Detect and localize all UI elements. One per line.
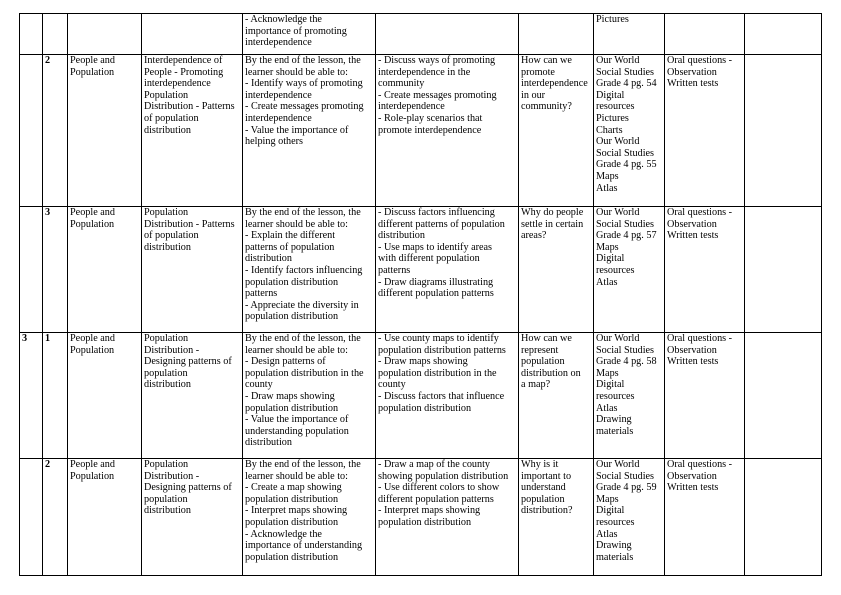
cell-text-line: learner should be able to: <box>245 344 348 356</box>
cell-text-line: population distribution <box>245 276 339 288</box>
cell-text-line: - Draw maps showing <box>378 356 468 368</box>
cell-text-line: Observation <box>667 66 717 78</box>
cell-text-line: importance of understanding <box>245 540 363 552</box>
learning-outcomes-cell <box>243 207 376 333</box>
cell-text-line: - Use different colors to show <box>378 482 500 494</box>
reflection-cell <box>745 14 822 55</box>
cell-text-line: Drawing <box>596 540 632 552</box>
cell-text-line: population distribution in the <box>245 367 364 379</box>
cell-text-line: population <box>144 367 188 379</box>
cell-text-line: Written tests <box>667 78 719 90</box>
cell-text-line: Charts <box>596 124 623 136</box>
cell-text-line: different patterns of population <box>378 218 505 230</box>
strand-cell <box>68 55 142 207</box>
cell-text-line: Interdependence of <box>144 55 223 66</box>
cell-text-line: Oral questions - <box>667 333 733 344</box>
cell-text-line: county <box>378 379 406 391</box>
cell-text-line: important to <box>521 470 572 482</box>
cell-text-line: Written tests <box>667 230 719 242</box>
learning-experiences-cell <box>376 55 519 207</box>
cell-text-line: People and <box>70 333 115 344</box>
cell-text-line: - Role-play scenarios that <box>378 112 483 124</box>
lesson-cell <box>43 14 68 55</box>
cell-text-line: learner should be able to: <box>245 218 348 230</box>
cell-text-line: - Interpret maps showing <box>245 505 348 517</box>
strand-cell <box>68 333 142 459</box>
cell-text-line: How can we <box>521 55 572 66</box>
cell-text-line: community <box>378 78 425 90</box>
cell-text-line: Designing patterns of <box>144 482 232 494</box>
cell-text-line: - Discuss factors influencing <box>378 207 495 218</box>
cell-text-line: a map? <box>521 379 551 391</box>
assessment-cell <box>665 14 745 55</box>
cell-text-line: Distribution - <box>144 470 200 482</box>
learning-resources-cell <box>594 55 665 207</box>
key-inquiry-question-cell <box>519 333 594 459</box>
cell-text-line: Grade 4 pg. 58 <box>596 356 657 368</box>
assessment-cell <box>665 207 745 333</box>
cell-text-line: community? <box>521 101 572 113</box>
cell-text-line: resources <box>596 516 635 528</box>
cell-text-line: Digital <box>596 505 625 517</box>
cell-text-line: Maps <box>596 493 619 505</box>
cell-text-line: Social Studies <box>596 147 655 159</box>
cell-text-line: - Acknowledge the <box>245 14 322 25</box>
learning-outcomes-cell <box>243 55 376 207</box>
cell-text-line: - Discuss factors that influence <box>378 390 505 402</box>
scheme-of-work-table <box>19 13 822 576</box>
cell-text-line: - Draw a map of the county <box>378 459 491 470</box>
key-inquiry-question-cell <box>519 459 594 576</box>
cell-text-line: - Explain the different <box>245 230 336 242</box>
cell-text-line: of population <box>144 230 199 242</box>
cell-text-line: How can we <box>521 333 572 344</box>
cell-text-line: areas? <box>521 230 547 242</box>
assessment-cell <box>665 55 745 207</box>
table-row <box>20 459 822 576</box>
lesson-cell: 2 <box>43 55 68 207</box>
cell-text-line: People and <box>70 459 115 470</box>
cell-text-line: patterns of population <box>245 241 335 253</box>
cell-text-line: distribution <box>144 505 191 517</box>
cell-text-line: Social Studies <box>596 66 655 78</box>
week-cell: 3 <box>20 333 43 459</box>
cell-text-line: Atlas <box>596 528 618 540</box>
cell-text-line: Maps <box>596 241 619 253</box>
cell-text-line: different population patterns <box>378 493 494 505</box>
cell-text-line: - Draw maps showing <box>245 390 335 402</box>
sub-strand-cell <box>142 55 243 207</box>
cell-text-line: Why is it <box>521 459 559 470</box>
cell-text-line: Population <box>144 207 189 218</box>
cell-text-line: population distribution patterns <box>378 344 506 356</box>
strand-cell <box>68 459 142 576</box>
cell-text-line: Designing patterns of <box>144 356 232 368</box>
cell-text-line: population distribution <box>245 493 339 505</box>
reflection-cell <box>745 207 822 333</box>
cell-text-line: - Value the importance of <box>245 124 349 136</box>
cell-text-line: Our World <box>596 207 640 218</box>
learning-outcomes-cell <box>243 333 376 459</box>
cell-text-line: showing population distribution <box>378 470 509 482</box>
cell-text-line: resources <box>596 390 635 402</box>
reflection-cell <box>745 55 822 207</box>
cell-text-line: Grade 4 pg. 54 <box>596 78 657 90</box>
cell-text-line: Distribution - Patterns <box>144 101 235 113</box>
cell-text-line: Atlas <box>596 182 618 194</box>
cell-text-line: Distribution - Patterns <box>144 218 235 230</box>
reflection-cell <box>745 333 822 459</box>
cell-text-line: Digital <box>596 253 625 265</box>
table-row <box>20 333 822 459</box>
cell-text-line: - Create a map showing <box>245 482 342 494</box>
cell-text-line: Population <box>144 333 189 344</box>
cell-text-line: Social Studies <box>596 470 655 482</box>
cell-text-line: Maps <box>596 367 619 379</box>
cell-text-line: different population patterns <box>378 288 494 300</box>
cell-text-line: - Appreciate the diversity in <box>245 299 359 311</box>
cell-text-line: Population <box>70 470 115 482</box>
strand-cell <box>68 207 142 333</box>
cell-text-line: - Draw diagrams illustrating <box>378 276 494 288</box>
reflection-cell <box>745 459 822 576</box>
cell-text-line: Social Studies <box>596 344 655 356</box>
cell-text-line: patterns <box>245 288 278 300</box>
cell-text-line: interdependence <box>245 89 312 101</box>
cell-text-line: Our World <box>596 459 640 470</box>
cell-text-line: Digital <box>596 379 625 391</box>
cell-text-line: population distribution <box>245 551 339 563</box>
cell-text-line: Observation <box>667 344 717 356</box>
cell-text-line: interdependence in the <box>378 66 471 78</box>
lesson-cell: 1 <box>43 333 68 459</box>
cell-text-line: Population <box>70 66 115 78</box>
cell-text-line: learner should be able to: <box>245 66 348 78</box>
cell-text-line: distribution <box>144 124 191 136</box>
cell-text-line: resources <box>596 101 635 113</box>
cell-text-line: Pictures <box>596 14 629 25</box>
cell-text-line: interdependence <box>378 101 445 113</box>
cell-text-line: Oral questions - <box>667 207 733 218</box>
week-cell <box>20 207 43 333</box>
cell-text-line: Why do people <box>521 207 584 218</box>
cell-text-line: population distribution <box>245 311 339 323</box>
cell-text-line: Population <box>70 218 115 230</box>
cell-text-line: By the end of the lesson, the <box>245 207 361 218</box>
cell-text-line: - Interpret maps showing <box>378 505 481 517</box>
cell-text-line: settle in certain <box>521 218 584 230</box>
cell-text-line: Population <box>144 89 189 101</box>
cell-text-line: - Acknowledge the <box>245 528 322 540</box>
learning-resources-cell <box>594 333 665 459</box>
cell-text-line: By the end of the lesson, the <box>245 459 361 470</box>
cell-text-line: Grade 4 pg. 57 <box>596 230 657 242</box>
cell-text-line: Written tests <box>667 482 719 494</box>
cell-text-line: in our <box>521 89 546 101</box>
cell-text-line: People and <box>70 207 115 218</box>
cell-text-line: People - Promoting <box>144 66 224 78</box>
cell-text-line: interdependence <box>144 78 211 90</box>
assessment-cell <box>665 459 745 576</box>
cell-text-line: - Use county maps to identify <box>378 333 499 344</box>
cell-text-line: Digital <box>596 89 625 101</box>
cell-text-line: Social Studies <box>596 218 655 230</box>
cell-text-line: Distribution - <box>144 344 200 356</box>
cell-text-line: materials <box>596 551 634 563</box>
cell-text-line: - Use maps to identify areas <box>378 241 493 253</box>
cell-text-line: Atlas <box>596 402 618 414</box>
cell-text-line: distribution? <box>521 505 573 517</box>
cell-text-line: Grade 4 pg. 55 <box>596 159 657 171</box>
cell-text-line: distribution <box>144 379 191 391</box>
cell-text-line: Our World <box>596 136 640 148</box>
table-row <box>20 207 822 333</box>
cell-text-line: interdependence <box>245 37 312 49</box>
learning-experiences-cell <box>376 207 519 333</box>
cell-text-line: - Create messages promoting <box>378 89 497 101</box>
sub-strand-cell <box>142 14 243 55</box>
cell-text-line: By the end of the lesson, the <box>245 55 361 66</box>
cell-text-line: understand <box>521 482 566 494</box>
cell-text-line: Observation <box>667 218 717 230</box>
cell-text-line: distribution <box>245 253 292 265</box>
cell-text-line: Pictures <box>596 112 629 124</box>
cell-text-line: Written tests <box>667 356 719 368</box>
table-body <box>20 14 822 576</box>
cell-text-line: county <box>245 379 273 391</box>
cell-text-line: Maps <box>596 170 619 182</box>
table-row <box>20 55 822 207</box>
cell-text-line: Population <box>70 344 115 356</box>
sub-strand-cell <box>142 459 243 576</box>
cell-text-line: Oral questions - <box>667 55 733 66</box>
cell-text-line: - Identify factors influencing <box>245 264 363 276</box>
cell-text-line: By the end of the lesson, the <box>245 333 361 344</box>
cell-text-line: materials <box>596 425 634 437</box>
table-row <box>20 14 822 55</box>
cell-text-line: population distribution <box>378 402 472 414</box>
cell-text-line: of population <box>144 112 199 124</box>
cell-text-line: population distribution <box>245 402 339 414</box>
cell-text-line: Grade 4 pg. 59 <box>596 482 657 494</box>
cell-text-line: interdependence <box>245 112 312 124</box>
assessment-cell <box>665 333 745 459</box>
cell-text-line: Population <box>144 459 189 470</box>
cell-text-line: - Discuss ways of promoting <box>378 55 496 66</box>
cell-text-line: resources <box>596 264 635 276</box>
cell-text-line: population <box>144 493 188 505</box>
learning-resources-cell <box>594 207 665 333</box>
sub-strand-cell <box>142 333 243 459</box>
cell-text-line: represent <box>521 344 559 356</box>
cell-text-line: population distribution <box>378 516 472 528</box>
cell-text-line: population <box>521 493 565 505</box>
cell-text-line: distribution <box>245 437 292 449</box>
cell-text-line: helping others <box>245 136 304 148</box>
cell-text-line: population distribution in the <box>378 367 497 379</box>
learning-resources-cell <box>594 459 665 576</box>
cell-text-line: distribution <box>144 241 191 253</box>
strand-cell <box>68 14 142 55</box>
cell-text-line: Observation <box>667 470 717 482</box>
learning-experiences-cell <box>376 14 519 55</box>
learning-experiences-cell <box>376 333 519 459</box>
learning-outcomes-cell <box>243 459 376 576</box>
cell-text-line: patterns <box>378 264 411 276</box>
learning-outcomes-cell <box>243 14 376 55</box>
sub-strand-cell <box>142 207 243 333</box>
cell-text-line: - Value the importance of <box>245 414 349 426</box>
cell-text-line: Drawing <box>596 414 632 426</box>
cell-text-line: with different population <box>378 253 480 265</box>
cell-text-line: Atlas <box>596 276 618 288</box>
cell-text-line: promote <box>521 66 555 78</box>
cell-text-line: interdependence <box>521 78 588 90</box>
cell-text-line: distribution <box>378 230 425 242</box>
cell-text-line: distribution on <box>521 367 581 379</box>
key-inquiry-question-cell <box>519 55 594 207</box>
week-cell <box>20 55 43 207</box>
key-inquiry-question-cell <box>519 207 594 333</box>
lesson-cell: 2 <box>43 459 68 576</box>
cell-text-line: - Identify ways of promoting <box>245 78 363 90</box>
cell-text-line: People and <box>70 55 115 66</box>
cell-text-line: promote interdependence <box>378 124 482 136</box>
week-cell <box>20 459 43 576</box>
cell-text-line: - Design patterns of <box>245 356 326 368</box>
cell-text-line: population distribution <box>245 516 339 528</box>
cell-text-line: importance of promoting <box>245 25 347 37</box>
cell-text-line: Our World <box>596 55 640 66</box>
learning-resources-cell <box>594 14 665 55</box>
cell-text-line: learner should be able to: <box>245 470 348 482</box>
key-inquiry-question-cell <box>519 14 594 55</box>
week-cell <box>20 14 43 55</box>
cell-text-line: population <box>521 356 565 368</box>
learning-experiences-cell <box>376 459 519 576</box>
lesson-cell: 3 <box>43 207 68 333</box>
cell-text-line: - Create messages promoting <box>245 101 364 113</box>
cell-text-line: understanding population <box>245 425 349 437</box>
cell-text-line: Our World <box>596 333 640 344</box>
cell-text-line: Oral questions - <box>667 459 733 470</box>
